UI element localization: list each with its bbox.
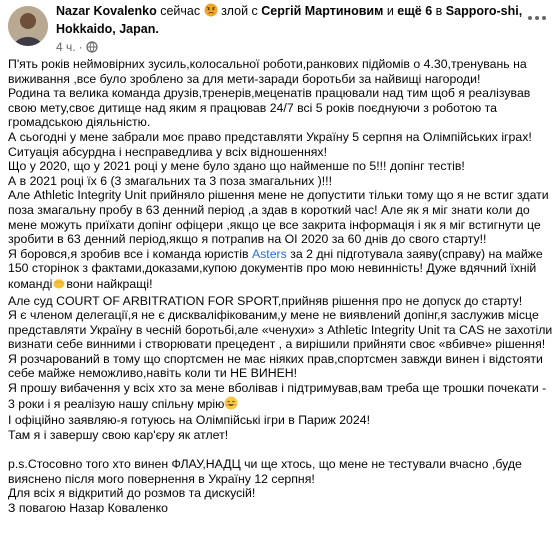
post-paragraph [8, 188, 553, 246]
paragraph-text: Я розчарований в тому що спортсмен не має ніяких прав,спортсмен завжди винен і відстояти себе майже неможливо,навіть коли ти НЕ ВИНЕН! [8, 351, 543, 381]
more-dot-icon [542, 16, 546, 20]
post-paragraph [8, 501, 553, 516]
paragraph-text [8, 442, 11, 456]
paragraph-text: Але суд COURT OF ARBITRATION FOR SPORT,прийняв рішення про не допуск до старту! [8, 293, 523, 308]
paragraph-text: Я боровся,я зробив все і команда юристів [8, 246, 252, 261]
post-time[interactable]: 4 ч. [56, 40, 76, 54]
post-paragraph [8, 174, 553, 189]
paragraph-text: Родина та велика команда друзів,тренерів,меценатів працювали над тим щоб я реалізував свою мету,своє дитище над яким я працював 24/7 всі 5 років поєднуючи з роботою та громадською діяльністю. [8, 86, 531, 130]
and-text: и [386, 4, 394, 18]
paragraph-text: П'ять років неймовірних зусиль,колосальної роботи,ранкових підйомів о 4.30,тренувань на виживання ,все було зроблено за для мети-заради боротьби за найвищі нагороди! [8, 57, 527, 86]
hand-emoji-icon [52, 276, 66, 294]
post-paragraph [8, 294, 553, 309]
post-paragraph [8, 381, 553, 413]
post-paragraph [8, 352, 553, 381]
paragraph-text: А в 2021 році їх 6 (3 змагальних та 3 поза змагальних )!!! [8, 173, 332, 188]
paragraph-text: Для всіх я відкритий до розмов та дискусій! [8, 486, 256, 501]
post-paragraph [8, 486, 553, 501]
paragraph-text: Ситуація абсурдна і несправедлива у всіх відношеннях! [8, 144, 327, 159]
post-paragraph [8, 57, 553, 86]
smiling-face-emoji-icon [224, 396, 238, 414]
post-paragraph [8, 457, 553, 486]
paragraph-text: З повагою Назар Коваленко [8, 500, 168, 515]
author-avatar[interactable] [8, 6, 48, 46]
location-name[interactable]: Sapporo-shi, Hokkaido, Japan. [56, 4, 523, 36]
post-paragraph [8, 247, 553, 294]
header-text [56, 3, 526, 37]
globe-icon[interactable] [86, 41, 98, 56]
status-now: сейчас [160, 4, 201, 18]
post-header [0, 0, 559, 56]
post-paragraph [8, 428, 553, 443]
post-paragraph [8, 145, 553, 160]
paragraph-text: Що у 2020, що у 2021 році у мене було здано що найменше по 5!!! допінг тестів! [8, 159, 465, 174]
paragraph-text: Там я і завершу свою кар'єру як атлет! [8, 427, 229, 442]
post-paragraph [8, 413, 553, 428]
with-prefix: с [251, 4, 258, 18]
paragraph-text: Я є членом делегації,я не є дискваліфікованим,у мене не виявлений допінг,я заслужив місце представляти Україну в чесній боротьбі,але «ченухи» з Athletic Integrity Unit та CAS не захотіли визнати себе винними і створювати прецедент , а вирішили прийняти своє «вбивче» рішення! [8, 308, 553, 352]
author-name[interactable]: Nazar Kovalenko [56, 4, 157, 18]
paragraph-text: за 2 дні підготувала заяву(справу) на майже 150 сторінок з фактами,доказами,купою документів про мою невинність! Дуже вдячний їхній команді [8, 246, 543, 291]
paragraph-text: І офіційно заявляю-я готуюсь на Олімпійські ігри в Париж 2024! [8, 413, 370, 428]
more-dot-icon [528, 16, 532, 20]
post-paragraph [8, 442, 553, 457]
tagged-others[interactable]: ещё 6 [397, 4, 433, 18]
angry-face-icon [204, 3, 218, 21]
mention-link[interactable]: Asters [251, 246, 287, 261]
post-body [8, 57, 553, 515]
more-dot-icon [535, 16, 539, 20]
feeling-label: злой [221, 4, 249, 18]
tagged-person[interactable]: Сергій Мартиновим [261, 4, 384, 18]
meta-separator: · [78, 40, 83, 54]
post-meta [56, 40, 98, 56]
post-paragraph [8, 86, 553, 130]
post-paragraph [8, 130, 553, 145]
more-options-button[interactable] [525, 6, 549, 30]
post-paragraph [8, 308, 553, 352]
paragraph-text: Я прошу вибачення у всіх хто за мене вболівав і підтримував,вам треба ще трошки почекати - 3 роки і я реалізую нашу спільну мрію [8, 381, 547, 411]
paragraph-text: А сьогодні у мене забрали моє право представляти Україну 5 серпня на Олімпійських іграх! [8, 129, 532, 144]
in-text: в [435, 4, 443, 18]
paragraph-text: Але Athletic Integrity Unit прийняло рішення мене не допустити тільки тому що я не встиг здати поза змагальну пробу в 63 денний період ,а здав в короткий час! Але як я міг знати коли до мене можуть приїхати допінг офіцери ,якщо це все закрита інформація і як я міг встигнути це зробити в 63 денний період,якщо я потрапив на ОІ 2020 за 60 днів до свого старту!! [8, 188, 549, 247]
paragraph-text: вони найкращі! [66, 276, 153, 291]
paragraph-text: p.s.Стосовно того хто винен ФЛАУ,НАДЦ чи ще хтось, що мене не тестували вчасно ,буде вияснено після мого повернення в Україну 12 серпня! [8, 457, 522, 486]
post-paragraph [8, 159, 553, 174]
